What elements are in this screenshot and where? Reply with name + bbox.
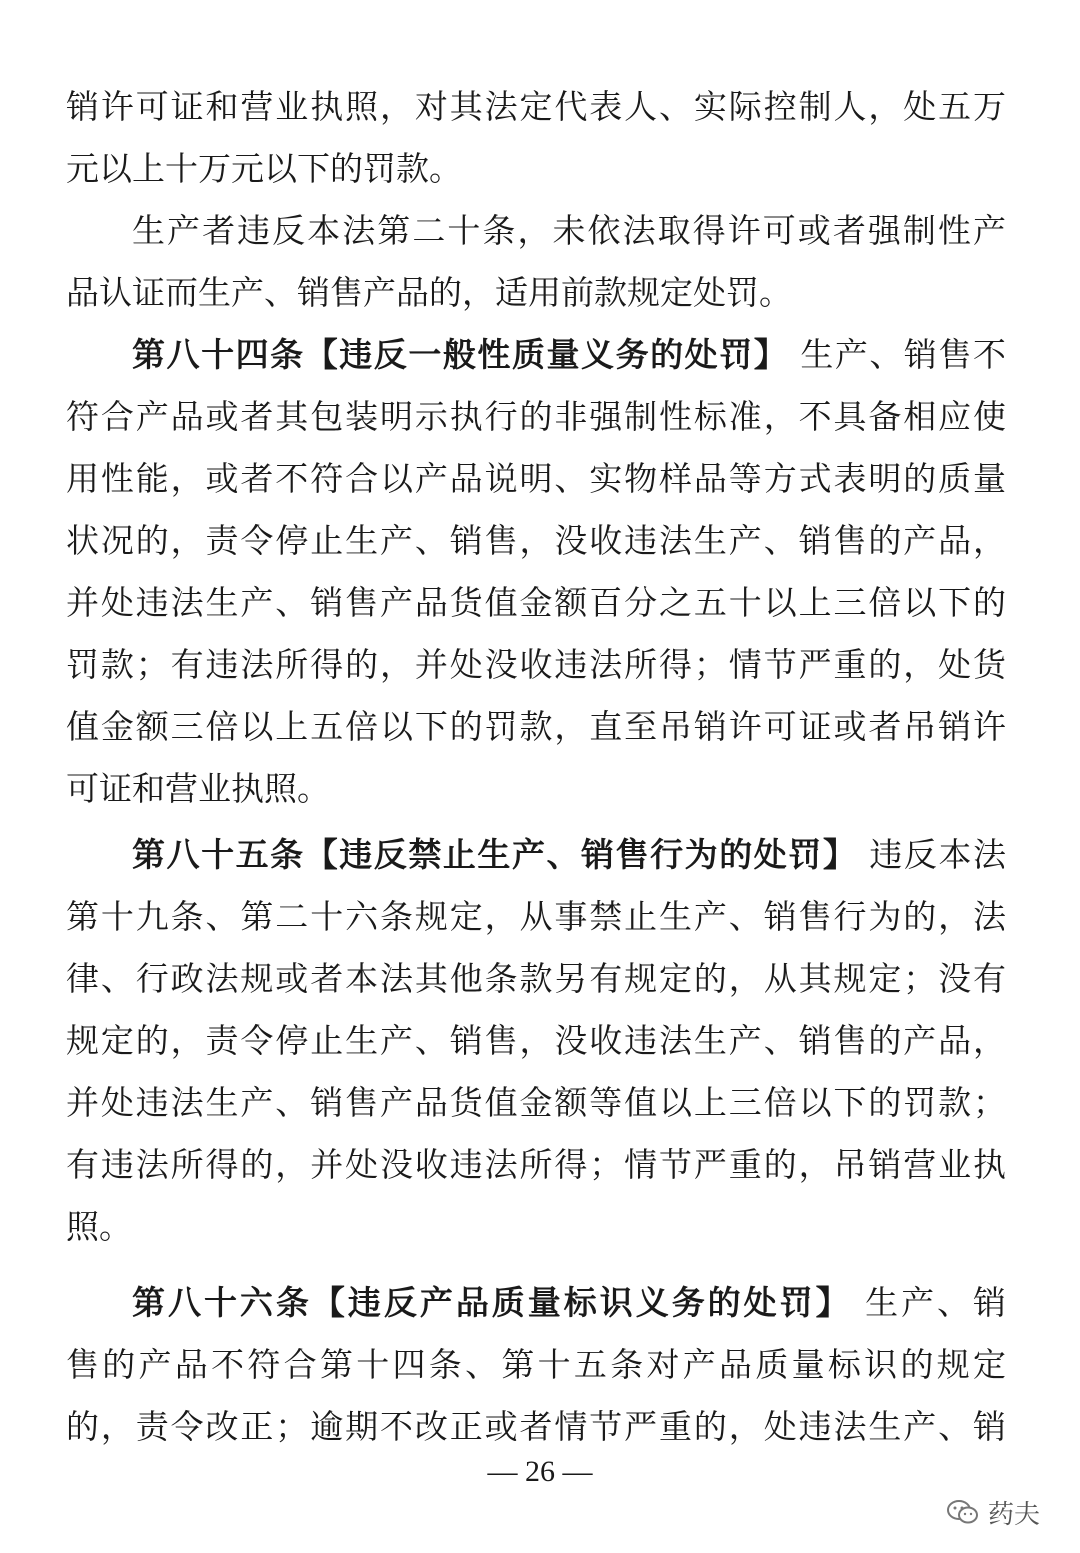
article-84-heading-line: [66, 324, 1006, 386]
article-number: 第八十五条: [132, 835, 305, 874]
text-line: 状况的，责令停止生产、销售，没收违法生产、销售的产品，: [66, 521, 1006, 560]
article-title: 【违反禁止生产、销售行为的处罚】: [304, 835, 858, 874]
page-number: — 26 —: [487, 1455, 593, 1488]
watermark-text: 药夫: [987, 1499, 1040, 1530]
article-text: 生产、销售不: [800, 335, 1007, 374]
text-line: 售的产品不符合第十四条、第十五条对产品质量标识的规定: [66, 1345, 1006, 1384]
text-line: 并处违法生产、销售产品货值金额等值以上三倍以下的罚款；: [66, 1083, 1006, 1122]
text-line: 规定的，责令停止生产、销售，没收违法生产、销售的产品，: [66, 1021, 1006, 1060]
text-line: 有违法所得的，并处没收违法所得；情节严重的，吊销营业执: [66, 1145, 1006, 1184]
text-line: 第十九条、第二十六条规定，从事禁止生产、销售行为的，法: [66, 897, 1006, 936]
article-text: 违反本法: [869, 835, 1007, 874]
text-line: 的，责令改正；逾期不改正或者情节严重的，处违法生产、销: [66, 1407, 1006, 1446]
document-page: [66, 76, 1006, 1458]
text-line: 元以上十万元以下的罚款。: [66, 149, 462, 188]
text-line: 值金额三倍以上五倍以下的罚款，直至吊销许可证或者吊销许: [66, 707, 1006, 746]
article-title: 【违反一般性质量义务的处罚】: [304, 335, 789, 374]
article-number: 第八十四条: [132, 335, 305, 374]
text-line: 符合产品或者其包装明示执行的非强制性标准，不具备相应使: [66, 397, 1006, 436]
text-line: 生产者违反本法第二十条，未依法取得许可或者强制性产: [132, 211, 1006, 250]
wechat-icon: [946, 1499, 980, 1525]
text-line: 律、行政法规或者本法其他条款另有规定的，从其规定；没有: [66, 959, 1006, 998]
text-line: 罚款；有违法所得的，并处没收违法所得；情节严重的，处货: [66, 645, 1006, 684]
text-line: 用性能，或者不符合以产品说明、实物样品等方式表明的质量: [66, 459, 1006, 498]
text-line: 品认证而生产、销售产品的，适用前款规定处罚。: [66, 273, 792, 312]
text-line: 并处违法生产、销售产品货值金额百分之五十以上三倍以下的: [66, 583, 1006, 622]
text-line: 可证和营业执照。: [66, 769, 330, 808]
article-text: 生产、销: [865, 1283, 1007, 1322]
article-title: 【违反产品质量标识义务的处罚】: [311, 1283, 852, 1322]
text-line: 销许可证和营业执照，对其法定代表人、实际控制人，处五万: [66, 87, 1006, 126]
text-line: 照。: [66, 1207, 132, 1246]
article-number: 第八十六条: [132, 1283, 312, 1322]
source-watermark: [946, 1492, 1040, 1532]
article-86-heading-line: [66, 1272, 1006, 1334]
article-85-heading-line: [66, 824, 1006, 886]
